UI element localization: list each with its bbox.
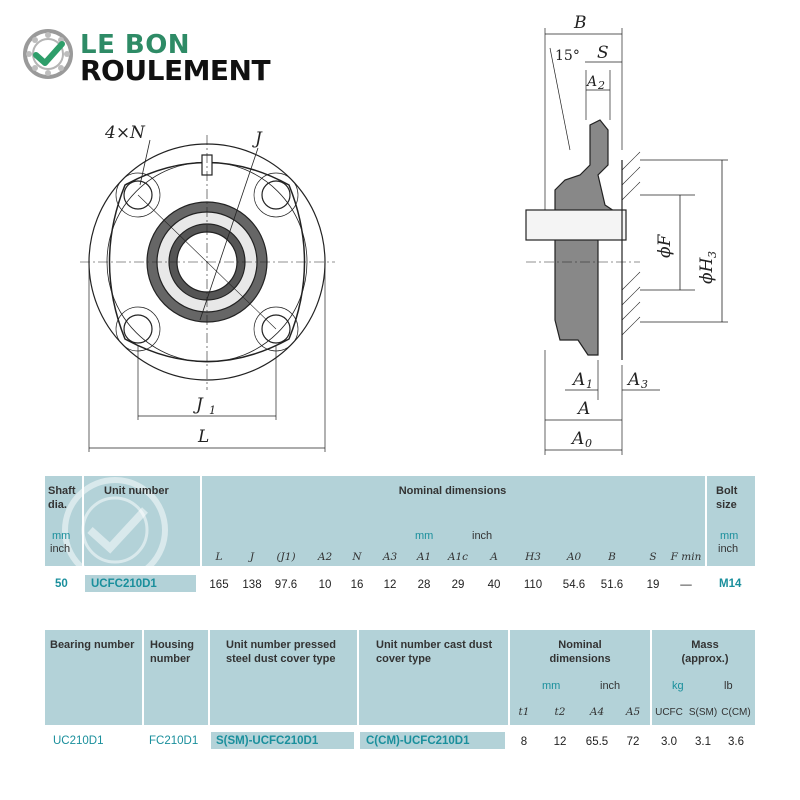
bolt-hole-top-right (262, 181, 290, 209)
label-4xN: 4×N (105, 123, 145, 143)
header-shaft-dia: Shaft dia. (48, 485, 76, 511)
val-mass-CCM: 3.6 (728, 736, 744, 748)
sym-J: J (249, 551, 255, 563)
svg-text:2: 2 (598, 79, 605, 92)
sym-A5: A5 (625, 706, 641, 718)
header-pressed-type: Unit number pressed steel dust cover type (226, 639, 337, 665)
svg-text:1: 1 (209, 404, 216, 417)
val-A1: 28 (417, 579, 431, 591)
row-bolt: M14 (719, 578, 742, 590)
svg-text:3: 3 (641, 378, 648, 391)
svg-text:3: 3 (706, 251, 719, 258)
sym-UCFC: UCFC (655, 707, 683, 718)
header-bolt-size: Bolt size (716, 485, 738, 511)
unit-inch-left: inch (50, 543, 71, 555)
sym-t2: t2 (554, 706, 566, 718)
logo-line2: ROULEMENT (80, 54, 271, 87)
header-unit-number: Unit number (104, 485, 169, 497)
val-A0: 54.6 (562, 579, 586, 591)
unit-inch-2: inch (600, 680, 621, 692)
val-H3: 110 (523, 579, 543, 591)
unit-mm-right: mm (720, 530, 739, 542)
val-J: 138 (242, 579, 262, 591)
unit-mm-2: mm (542, 680, 561, 692)
sym-CCM: C(CM) (721, 707, 751, 718)
row-pressed-unit: S(SM)-UCFC210D1 (216, 735, 319, 747)
label-J1: J (196, 395, 203, 415)
row-unit-number: UCFC210D1 (91, 578, 157, 590)
sym-A3: A3 (382, 551, 398, 563)
unit-lb: lb (724, 680, 733, 692)
header-nominal-dimensions: Nominal dimensions (398, 485, 507, 497)
header-cast-type: Unit number cast dust cover type (376, 639, 493, 665)
val-t1: 8 (520, 736, 528, 748)
val-t2: 12 (553, 736, 567, 748)
shaft-section (526, 210, 626, 240)
label-S: S (597, 43, 609, 63)
val-mass-UCFC: 3.0 (661, 736, 677, 748)
val-A2: 10 (318, 579, 332, 591)
sym-A1c: A1c (447, 551, 469, 563)
sym-A4: A4 (589, 706, 605, 718)
val-A3: 12 (383, 579, 397, 591)
header-housing-number: Housing number (150, 639, 194, 665)
sym-N: N (352, 551, 362, 563)
header-mass: Mass (approx.) (681, 639, 729, 665)
row-housing-number: FC210D1 (149, 735, 199, 747)
label-A: A (578, 399, 591, 419)
logo-line1: LE BON (80, 30, 191, 60)
unit-kg: kg (672, 680, 684, 692)
row-shaft: 50 (55, 578, 68, 590)
label-A1: A (573, 370, 586, 390)
label-angle: 15° (555, 48, 580, 64)
svg-text:0: 0 (585, 437, 592, 450)
sym-L: L (215, 551, 223, 563)
label-B: B (574, 13, 587, 33)
unit-mm: mm (415, 530, 434, 542)
row-bearing-number: UC210D1 (53, 735, 104, 747)
val-A: 40 (487, 579, 501, 591)
label-phiH3: ϕH (697, 257, 717, 284)
label-A2: A (587, 74, 598, 90)
sym-H3: H3 (525, 551, 541, 563)
label-phiF: ϕF (655, 234, 675, 258)
header-nominal-dimensions-2: Nominal dimensions (549, 639, 611, 665)
val-L: 165 (209, 579, 229, 591)
val-B: 51.6 (600, 579, 624, 591)
sym-A0: A0 (566, 551, 582, 563)
unit-inch: inch (472, 530, 493, 542)
row-cast-unit: C(CM)-UCFC210D1 (366, 735, 470, 747)
label-L: L (198, 427, 210, 447)
svg-text:1: 1 (586, 378, 593, 391)
sym-A: A (490, 551, 498, 563)
val-J1: 97.6 (274, 579, 298, 591)
val-N: 16 (350, 579, 364, 591)
sym-t1: t1 (518, 706, 530, 718)
val-Fmin: — (680, 579, 692, 591)
sym-S: S (649, 551, 657, 563)
val-S: 19 (646, 579, 660, 591)
unit-inch-right: inch (718, 543, 739, 555)
val-A4: 65.5 (585, 736, 609, 748)
val-mass-SSM: 3.1 (695, 736, 711, 748)
sym-SSM: S(SM) (688, 707, 718, 718)
label-J: J (255, 129, 262, 149)
header-bearing-number: Bearing number (50, 639, 135, 651)
bolt-hole-bottom-left (124, 315, 152, 343)
sym-J1: (J1) (276, 551, 296, 563)
sym-B: B (608, 551, 616, 563)
label-A3: A (628, 370, 641, 390)
val-A5: 72 (626, 736, 640, 748)
sym-A2: A2 (317, 551, 333, 563)
unit-mm-left: mm (52, 530, 71, 542)
sym-Fmin: F min (670, 551, 702, 563)
val-A1c: 29 (451, 579, 465, 591)
sym-A1: A1 (416, 551, 432, 563)
label-A0: A (572, 429, 585, 449)
